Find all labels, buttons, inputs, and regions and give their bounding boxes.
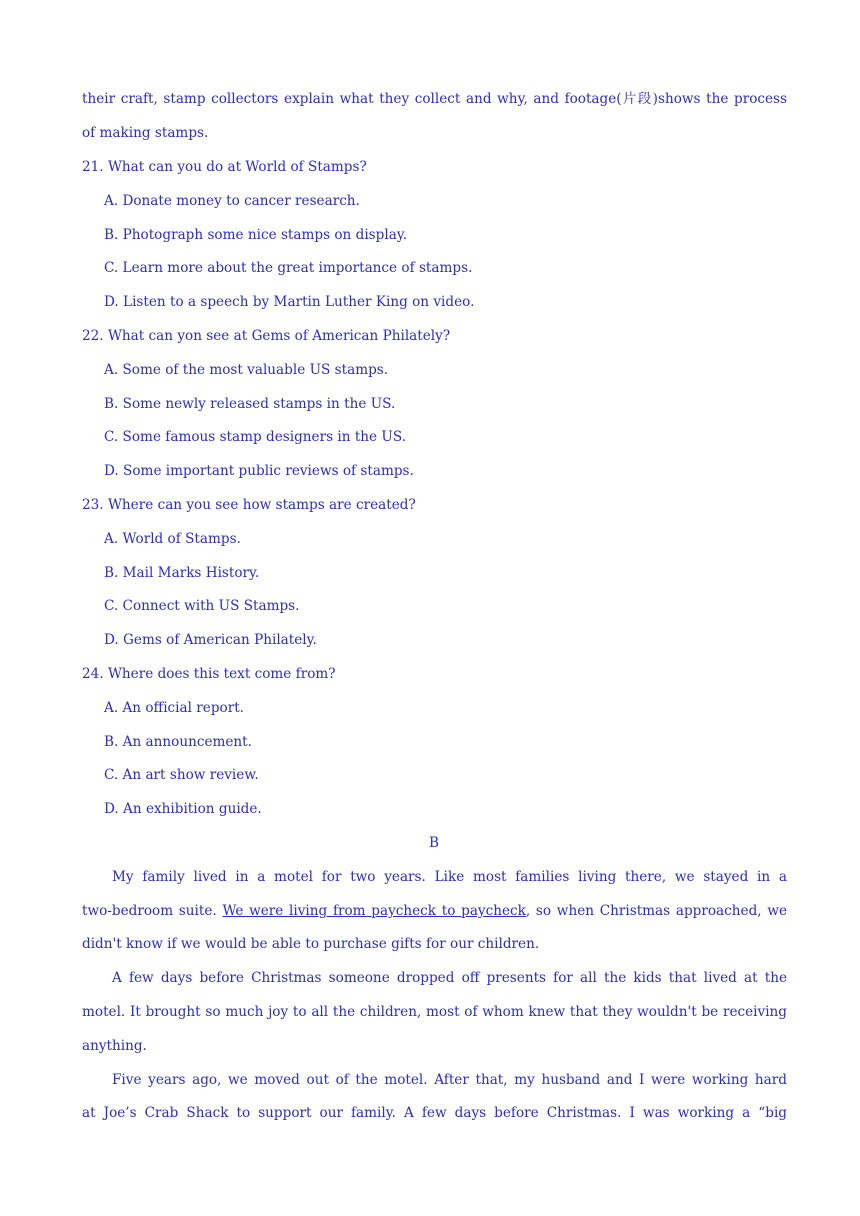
question-23-option-c: C. Connect with US Stamps.: [104, 598, 300, 614]
question-21-option-b: B. Photograph some nice stamps on display.: [104, 227, 408, 243]
underlined-phrase: We were living from paycheck to paycheck: [222, 903, 526, 919]
paragraph-1-line-1: My family lived in a motel for two years. Like most families living there, we stayed in a: [112, 869, 787, 885]
intro-line-1: their craft, stamp collectors explain what they collect and why, and footage(片段)shows the process: [82, 91, 787, 107]
question-23-option-d: D. Gems of American Philately.: [104, 632, 317, 648]
paragraph-1-line-3: didn't know if we would be able to purchase gifts for our children.: [82, 936, 540, 952]
question-21-option-c: C. Learn more about the great importance of stamps.: [104, 260, 473, 276]
question-21-option-d: D. Listen to a speech by Martin Luther King on video.: [104, 294, 475, 310]
question-22-option-b: B. Some newly released stamps in the US.: [104, 396, 396, 412]
question-22-option-c: C. Some famous stamp designers in the US.: [104, 429, 407, 445]
question-23-option-b: B. Mail Marks History.: [104, 565, 260, 581]
question-22-option-a: A. Some of the most valuable US stamps.: [104, 362, 389, 378]
question-21-option-a: A. Donate money to cancer research.: [104, 193, 360, 209]
question-24-option-a: A. An official report.: [104, 700, 244, 716]
question-22-option-d: D. Some important public reviews of stamps.: [104, 463, 414, 479]
paragraph-2-line-3: anything.: [82, 1038, 147, 1054]
paragraph-3-line-1: Five years ago, we moved out of the motel. After that, my husband and I were working hard: [112, 1072, 787, 1088]
question-23-stem: 23. Where can you see how stamps are created?: [82, 497, 416, 513]
question-22-stem: 22. What can yon see at Gems of American Philately?: [82, 328, 451, 344]
paragraph-1-text-a: two-bedroom suite.: [82, 903, 223, 919]
paragraph-2-line-2: motel. It brought so much joy to all the children, most of whom knew that they wouldn't be receiving: [82, 1004, 787, 1020]
paragraph-1-text-b: , so when Christmas approached, we: [525, 903, 787, 919]
paragraph-1-line-2: [82, 901, 787, 921]
paragraph-2-line-1: A few days before Christmas someone dropped off presents for all the kids that lived at the: [112, 970, 787, 986]
question-24-option-b: B. An announcement.: [104, 734, 252, 750]
section-b-heading: B: [429, 835, 439, 851]
question-23-option-a: A. World of Stamps.: [104, 531, 241, 547]
question-24-option-c: C. An art show review.: [104, 767, 259, 783]
question-24-stem: 24. Where does this text come from?: [82, 666, 336, 682]
question-21-stem: 21. What can you do at World of Stamps?: [82, 159, 367, 175]
question-24-option-d: D. An exhibition guide.: [104, 801, 262, 817]
intro-line-2: of making stamps.: [82, 125, 209, 141]
paragraph-3-line-2: at Joe’s Crab Shack to support our family. A few days before Christmas. I was working a “big: [82, 1105, 787, 1121]
